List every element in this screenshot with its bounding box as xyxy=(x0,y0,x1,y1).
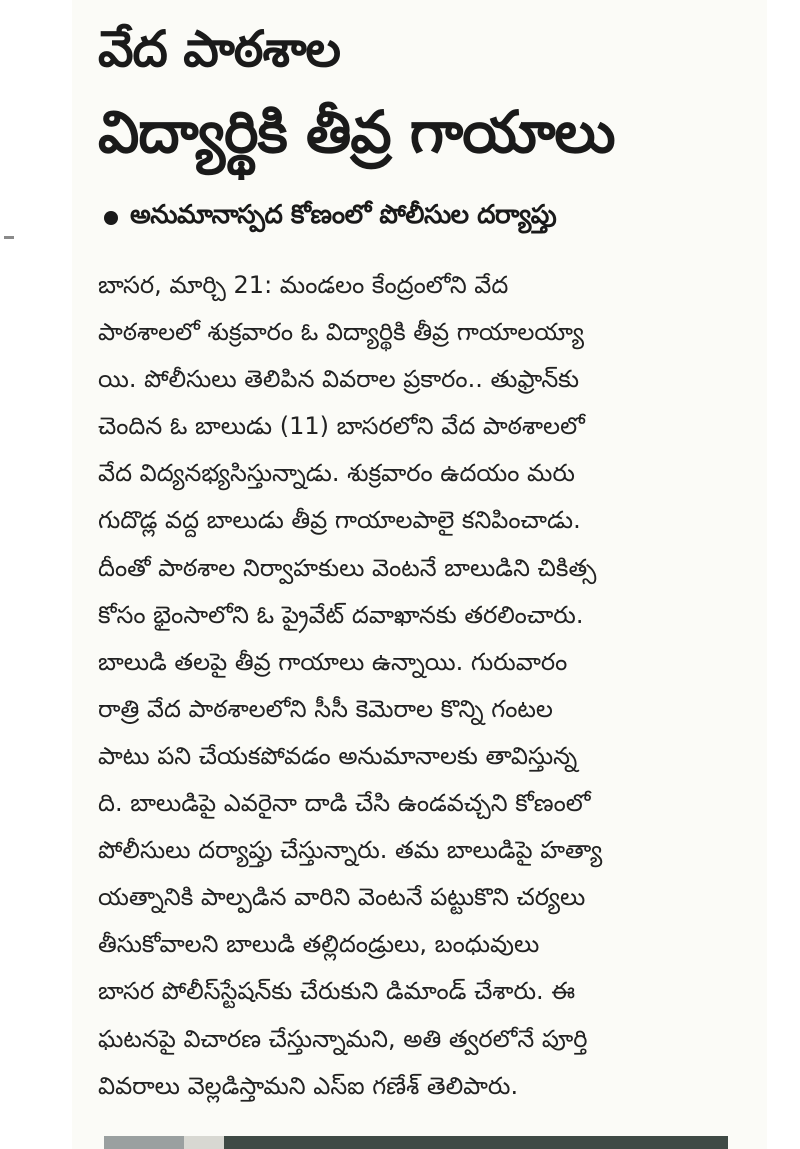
body-line: గుదొడ్ల వద్ద బాలుడు తీవ్ర గాయాలపాలై కనిపించాడు. xyxy=(98,506,581,535)
left-margin xyxy=(0,0,72,1149)
photo-edge xyxy=(104,1136,728,1149)
photo-segment xyxy=(104,1136,184,1149)
body-line: ఘటనపై విచారణ చేస్తున్నామని, అతి త్వరలోనే పూర్తి xyxy=(98,1024,588,1053)
body-line: పాఠశాలలో శుక్రవారం ఓ విద్యార్థికి తీవ్ర గాయాలయ్యా xyxy=(98,318,584,347)
subheading xyxy=(104,196,754,240)
body-line: యత్నానికి పాల్పడిన వారిని వెంటనే పట్టుకొని చర్యలు xyxy=(98,883,586,912)
body-line: పాటు పని చేయకపోవడం అనుమానాలకు తావిస్తున్న xyxy=(98,741,578,770)
body-line: యి. పోలీసులు తెలిపిన వివరాల ప్రకారం.. తుఫ్రాన్‌కు xyxy=(98,365,580,394)
body-line: పోలీసులు దర్యాప్తు చేస్తున్నారు. తమ బాలుడిపై హత్యా xyxy=(98,836,603,865)
photo-segment xyxy=(184,1136,224,1149)
right-margin xyxy=(767,0,800,1149)
bullet-icon xyxy=(104,211,118,225)
article-body xyxy=(98,262,748,1122)
body-line: బాలుడి తలపై తీవ్ర గాయాలు ఉన్నాయి. గురువారం xyxy=(98,647,568,676)
headline-line-1: వేద పాఠశాల xyxy=(98,20,341,78)
body-line: బాసర పోలీస్‌స్టేషన్‌కు చేరుకుని డిమాండ్ చేశారు. ఈ xyxy=(98,977,576,1006)
subheading-text: అనుమానాస్పద కోణంలో పోలీసుల దర్యాప్తు xyxy=(130,200,557,230)
headline-line-2: విద్యార్థికి తీవ్ర గాయాలు xyxy=(98,98,615,166)
body-line: ది. బాలుడిపై ఎవరైనా దాడి చేసి ఉండవచ్చని కోణంలో xyxy=(98,789,591,818)
body-line: వివరాలు వెల్లడిస్తామని ఎస్ఐ గణేశ్ తెలిపారు. xyxy=(98,1071,519,1100)
body-line: రాత్రి వేద పాఠశాలలోని సీసీ కెమెరాల కొన్ని గంటల xyxy=(98,694,553,723)
margin-mark xyxy=(4,236,14,239)
body-line: దీంతో పాఠశాల నిర్వాహకులు వెంటనే బాలుడిని చికిత్స xyxy=(98,553,597,582)
body-line: కోసం భైంసాలోని ఓ ప్రైవేట్ దవాఖానకు తరలించారు. xyxy=(98,600,584,629)
body-line: చెందిన ఓ బాలుడు (11) బాసరలోని వేద పాఠశాలలో xyxy=(98,412,585,441)
photo-segment xyxy=(224,1136,728,1149)
body-line: బాసర, మార్చి 21: మండలం కేంద్రంలోని వేద xyxy=(98,271,509,299)
body-line: తీసుకోవాలని బాలుడి తల్లిదండ్రులు, బంధువులు xyxy=(98,930,540,959)
body-line: వేద విద్యనభ్యసిస్తున్నాడు. శుక్రవారం ఉదయం మరు xyxy=(98,459,575,488)
